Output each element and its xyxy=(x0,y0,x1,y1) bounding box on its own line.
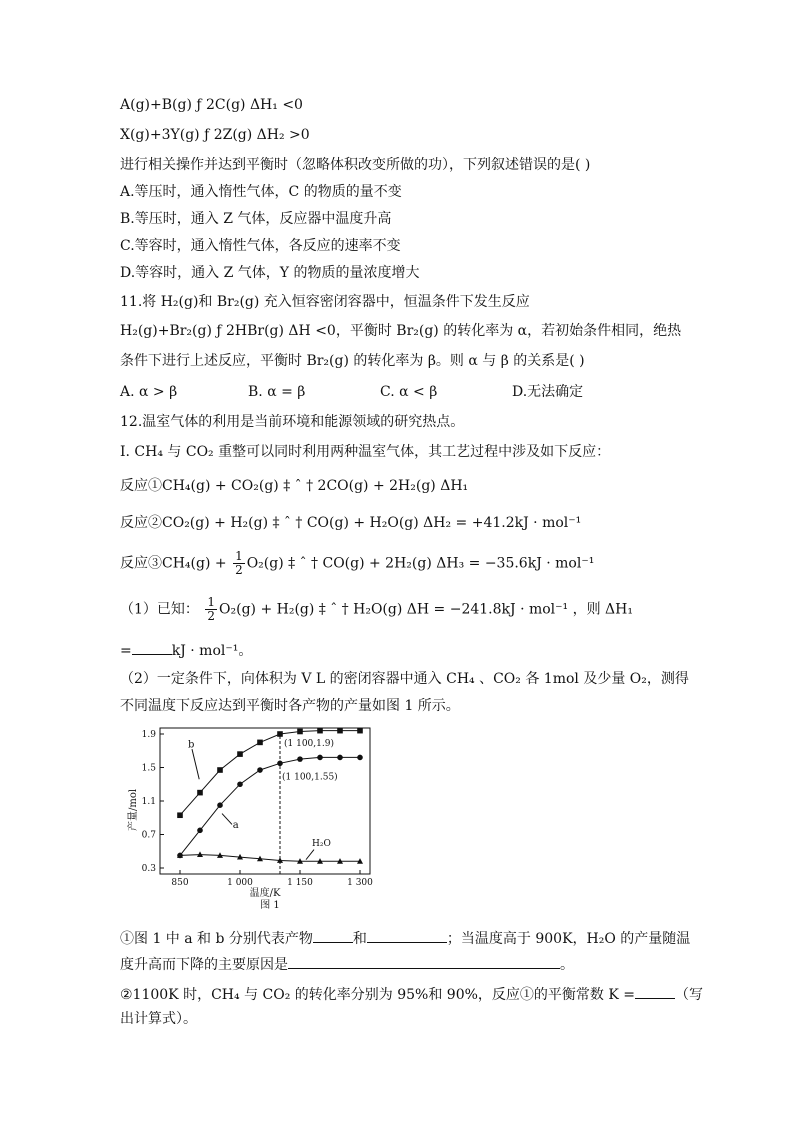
answer-blank-dh1[interactable] xyxy=(132,640,172,655)
y-tick-label: 0.3 xyxy=(141,864,156,874)
fraction-numerator: 1 xyxy=(235,549,243,563)
data-point-square xyxy=(177,812,183,818)
data-point-square xyxy=(317,728,323,734)
q11-line-3: 条件下进行上述反应，平衡时 Br₂(g) 的转化率为 β。则 α 与 β 的关系是( ) xyxy=(120,353,585,369)
data-point-circle xyxy=(297,756,303,762)
q10-option-d: D.等容时，通入 Z 气体，Y 的物质的量浓度增大 xyxy=(120,265,420,281)
answer-blank-a[interactable] xyxy=(313,928,353,943)
data-point-square xyxy=(257,740,263,746)
c1-line-2 xyxy=(120,954,574,974)
subquestion-2-line-2: 不同温度下反应达到平衡时各产物的产量如图 1 所示。 xyxy=(120,698,460,714)
answer-blank-b[interactable] xyxy=(367,928,447,943)
subquestion-1-prefix: （1）已知： xyxy=(120,601,199,618)
fraction-numerator-2: 1 xyxy=(207,595,216,609)
y-tick-label: 1.1 xyxy=(141,797,156,807)
answer-blank-reason[interactable] xyxy=(288,954,560,969)
leader-line-h2o xyxy=(306,850,314,860)
data-point-square xyxy=(197,790,203,796)
c1-text-a: ①图 1 中 a 和 b 分别代表产物 xyxy=(120,931,313,947)
leader-line-b xyxy=(192,749,199,779)
data-point-square xyxy=(277,731,283,737)
data-point-circle xyxy=(197,828,203,834)
data-point-circle xyxy=(337,755,343,761)
x-tick-label: 1 150 xyxy=(287,878,313,888)
c2-text-b: （写 xyxy=(675,987,703,1003)
figure-1-chart xyxy=(130,722,380,912)
data-point-square xyxy=(337,728,343,734)
equals-sign: = xyxy=(120,643,132,659)
q11-option-d: D.无法确定 xyxy=(512,384,584,400)
c1-text-c: 度升高而下降的主要原因是 xyxy=(120,957,288,973)
q11-option-c: C. α < β xyxy=(380,384,438,400)
subquestion-1-equation: O₂(g) + H₂(g) ‡ ˆ † H₂O(g) ΔH = −241.8kJ · mol⁻¹ ，则 ΔH₁ xyxy=(219,601,633,618)
y-tick-label: 0.7 xyxy=(141,830,156,841)
y-axis-label: 产量/mol xyxy=(128,788,139,832)
data-point-circle xyxy=(257,767,263,773)
subquestion-1-answer-line xyxy=(120,640,252,660)
q10-option-b: B.等压时，通入 Z 气体，反应器中温度升高 xyxy=(120,211,392,227)
c2-line-1 xyxy=(120,984,703,1004)
data-point-circle xyxy=(237,781,243,787)
data-point-square xyxy=(297,729,303,735)
reaction-2-label: 反应② xyxy=(120,515,162,531)
x-tick-label: 1 300 xyxy=(347,878,373,888)
reaction-1-label: 反应① xyxy=(120,478,162,494)
reaction-1-equation: CH₄(g) + CO₂(g) ‡ ˆ † 2CO(g) + 2H₂(g) ΔH₁ xyxy=(162,478,469,494)
data-point-circle xyxy=(317,755,323,761)
c1-end: 。 xyxy=(560,957,574,973)
q11-line-1: 11.将 H₂(g)和 Br₂(g) 充入恒容密闭容器中，恒温条件下发生反应 xyxy=(120,294,530,310)
fraction-denominator-2: 2 xyxy=(207,609,216,623)
fraction-half-2 xyxy=(205,596,217,623)
subquestion-2-line-1: （2）一定条件下，向体积为 V L 的密闭容器中通入 CH₄ 、CO₂ 各 1mol 及少量 O₂，测得 xyxy=(120,671,689,687)
reaction-1 xyxy=(120,477,468,495)
y-tick-label: 1.9 xyxy=(141,730,156,740)
answer-blank-k[interactable] xyxy=(635,984,675,999)
x-axis-label: 温度/K xyxy=(249,888,281,899)
equation-1: A(g)+B(g) ƒ 2C(g) ΔH₁ <0 xyxy=(120,97,303,113)
subquestion-1 xyxy=(120,596,633,623)
fraction-denominator: 2 xyxy=(235,563,243,577)
data-point-square xyxy=(357,728,363,734)
x-tick-label: 1 000 xyxy=(227,878,253,888)
point-annotation: (1 100,1.9) xyxy=(284,739,334,749)
data-point-circle xyxy=(277,761,283,767)
c1-and: 和 xyxy=(352,931,367,947)
reaction-2 xyxy=(120,514,581,532)
series-label-b: b xyxy=(188,739,195,751)
q11-option-b: B. α = β xyxy=(248,384,306,400)
reaction-2-equation: CO₂(g) + H₂(g) ‡ ˆ † CO(g) + H₂O(g) ΔH₂ = +41.2kJ · mol⁻¹ xyxy=(162,515,582,531)
reaction-3-equation-b: O₂(g) ‡ ˆ † CO(g) + 2H₂(g) ΔH₃ = −35.6kJ · mol⁻¹ xyxy=(246,555,595,572)
q12-part1: Ⅰ. CH₄ 与 CO₂ 重整可以同时利用两种温室气体，其工艺过程中涉及如下反应： xyxy=(120,444,611,460)
c1-line-1 xyxy=(120,928,690,948)
data-point-square xyxy=(237,751,243,757)
q10-stem: 进行相关操作并达到平衡时（忽略体积改变所做的功），下列叙述错误的是( ) xyxy=(120,157,591,173)
data-point-circle xyxy=(217,802,223,808)
chart-title: 图 1 xyxy=(260,900,280,911)
data-point-circle xyxy=(357,755,363,761)
leader-line-a xyxy=(222,814,232,825)
data-point-square xyxy=(217,767,223,773)
point-annotation: (1 100,1.55) xyxy=(282,772,338,783)
series-label-a: a xyxy=(232,819,239,831)
reaction-3-label: 反应③ xyxy=(120,555,162,572)
x-tick-label: 850 xyxy=(171,878,189,888)
series-line-triangle xyxy=(180,855,360,862)
reaction-3-equation-a: CH₄(g) + xyxy=(162,555,227,572)
series-label-h2o: H₂O xyxy=(312,839,331,850)
y-tick-label: 1.5 xyxy=(141,763,156,774)
c2-line-2: 出计算式）。 xyxy=(120,1011,197,1027)
q12-intro: 12.温室气体的利用是当前环境和能源领域的研究热点。 xyxy=(120,414,465,430)
q10-option-c: C.等容时，通入惰性气体，各反应的速率不变 xyxy=(120,238,401,254)
q11-option-a: A. α > β xyxy=(120,384,178,400)
fraction-half xyxy=(233,550,245,577)
q10-option-a: A.等压时，通入惰性气体，C 的物质的量不变 xyxy=(120,184,402,200)
c2-text-a: ②1100K 时，CH₄ 与 CO₂ 的转化率分别为 95%和 90%，反应①的平衡常数 K = xyxy=(120,987,635,1003)
reaction-3 xyxy=(120,550,594,577)
q11-line-2: H₂(g)+Br₂(g) ƒ 2HBr(g) ΔH <0，平衡时 Br₂(g) 的转化率为 α，若初始条件相同，绝热 xyxy=(120,323,682,339)
equation-2: X(g)+3Y(g) ƒ 2Z(g) ΔH₂ >0 xyxy=(120,127,310,143)
c1-text-b: ；当温度高于 900K，H₂O 的产量随温 xyxy=(446,931,691,947)
unit-text: kJ · mol⁻¹。 xyxy=(171,643,253,659)
